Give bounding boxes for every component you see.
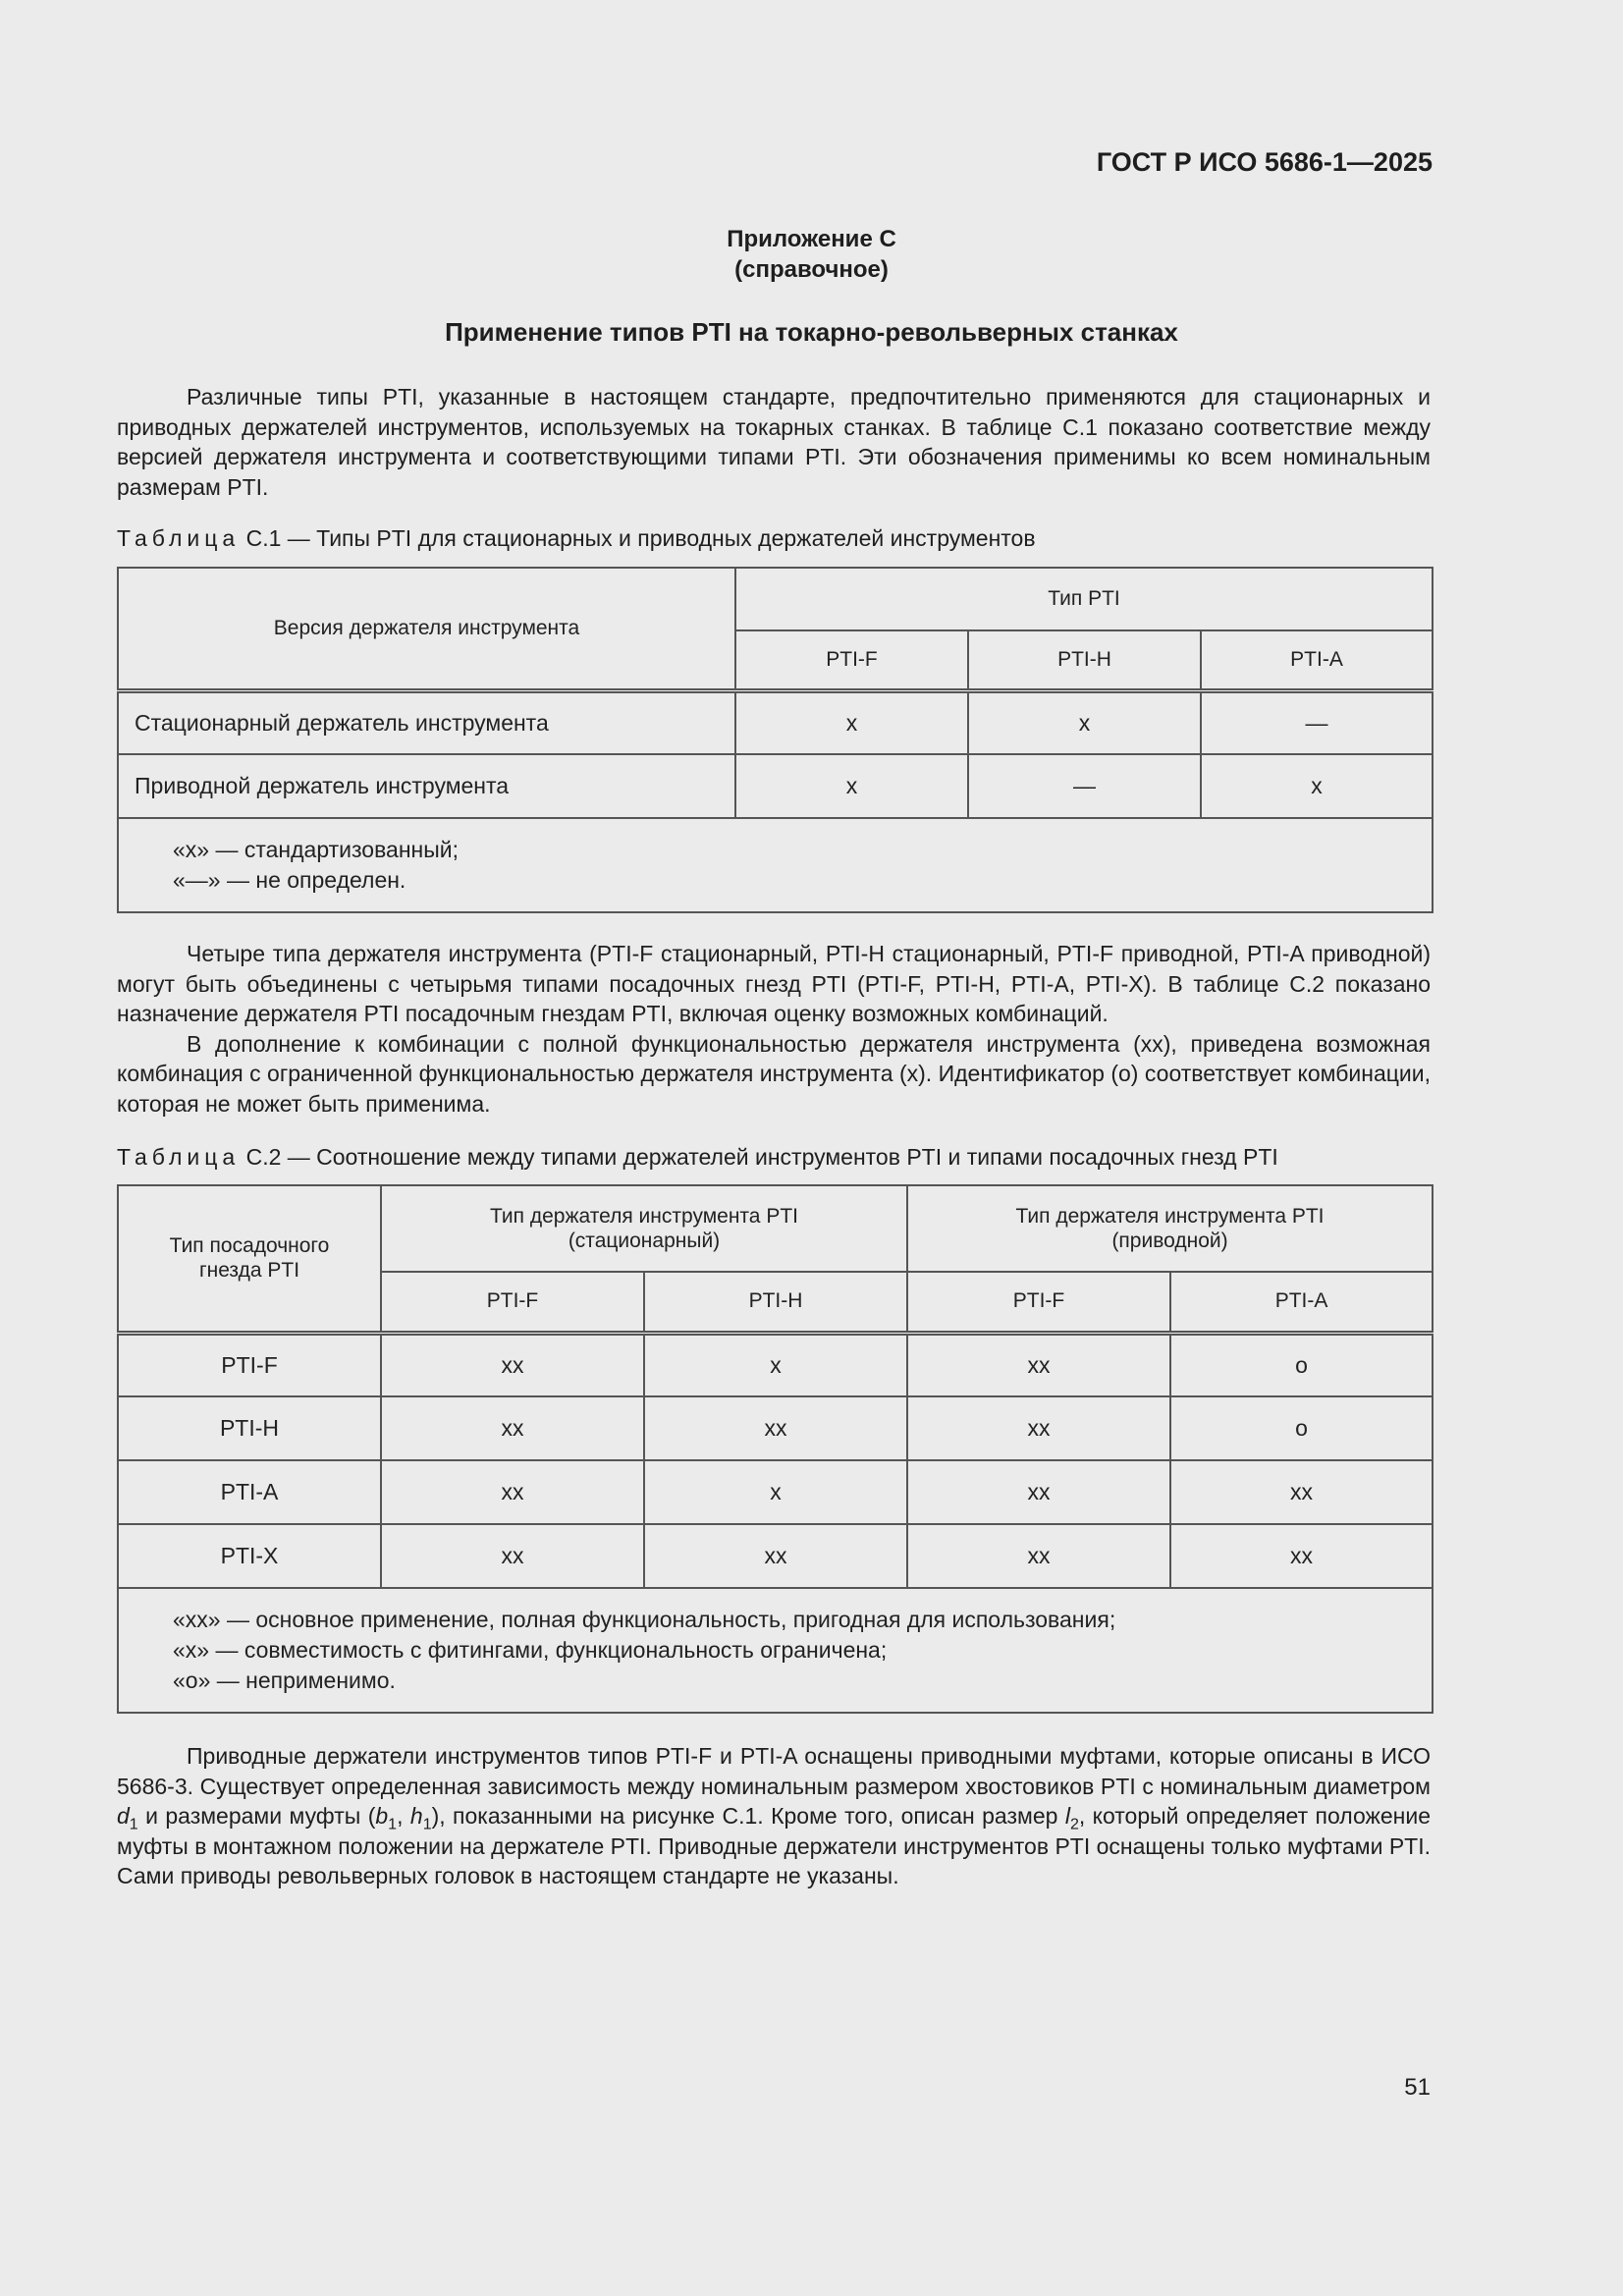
table2-cell: xx (644, 1396, 907, 1460)
table2-header-subcol: PTI-A (1170, 1272, 1433, 1333)
table1-caption-word: Таблица (117, 525, 241, 551)
table1-note: «x» — стандартизованный; (173, 837, 460, 862)
appendix-label: Приложение С (727, 226, 896, 252)
table1-header-type-group: Тип PTI (735, 568, 1433, 630)
table2-cell: xx (381, 1396, 644, 1460)
table1-caption (117, 525, 1036, 552)
text: , (397, 1803, 410, 1829)
table2-row (118, 1396, 1433, 1460)
table2-header-subcol: PTI-F (907, 1272, 1170, 1333)
table1-note: «—» — не определен. (173, 867, 406, 893)
table2-seat: PTI-A (118, 1460, 381, 1524)
table1-cell: x (1201, 754, 1433, 818)
table2-cell: x (644, 1460, 907, 1524)
table1-caption-text: С.1 — Типы PTI для стационарных и приводных держателей инструментов (245, 525, 1036, 551)
subscript: 1 (388, 1816, 398, 1833)
table2-cell: xx (907, 1333, 1170, 1396)
paragraph: В дополнение к комбинации с полной функциональностью держателя инструмента (xx), приведена возможная комбинация с ограниченной функциональностью держателя инструмента (x). Идентификатор (o) соответствует комбинации, которая не может быть применима. (117, 1030, 1431, 1117)
table1-row-label: Стационарный держатель инструмента (118, 690, 735, 754)
paragraph (117, 1741, 1431, 1891)
table2-header-stationary: Тип держателя инструмента PTI (стационарный) (381, 1185, 907, 1272)
table2 (117, 1184, 1434, 1714)
table2-header-seat: Тип посадочного гнезда PTI (118, 1185, 381, 1333)
table2-cell: xx (381, 1333, 644, 1396)
table2-cell: xx (907, 1524, 1170, 1588)
symbol-b: b (375, 1803, 389, 1829)
table2-caption (117, 1144, 1278, 1171)
intro-text: Различные типы PTI, указанные в настоящем стандарте, предпочтительно применяются для стационарных и приводных держателей инструментов, используемых на токарных станках. В таблице С.1 показано соответствие между версией держателя инструмента и соответствующими типами PTI. Эти обозначения применимы ко всем номинальным размерам PTI. (117, 384, 1431, 500)
table2-cell: xx (1170, 1460, 1433, 1524)
table2-notes (118, 1588, 1433, 1713)
table1-row (118, 690, 1433, 754)
table1-cell: — (968, 754, 1201, 818)
table2-note: «x» — совместимость с фитингами, функциональность ограничена; (173, 1637, 888, 1663)
table1-header-version: Версия держателя инструмента (118, 568, 735, 690)
symbol-d: d (117, 1803, 130, 1829)
symbol-h: h (409, 1803, 423, 1829)
table1-row (118, 754, 1433, 818)
table2-seat: PTI-F (118, 1333, 381, 1396)
subscript: 1 (422, 1816, 432, 1833)
table2-cell: xx (1170, 1524, 1433, 1588)
intro-paragraph (117, 382, 1431, 502)
final-paragraph (117, 1741, 1431, 1891)
table1-cell: x (735, 690, 968, 754)
table2-cell: o (1170, 1333, 1433, 1396)
table2-cell: xx (381, 1460, 644, 1524)
table2-note: «o» — неприменимо. (173, 1667, 396, 1693)
table2-cell: xx (381, 1524, 644, 1588)
table1-header-type: PTI-H (968, 630, 1201, 690)
mid-paragraphs (117, 939, 1431, 1119)
text: Приводные держатели инструментов типов PTI-F и PTI-A оснащены приводными муфтами, которые описаны в ИСО 5686-3. Существует определенная зависимость между номинальным размером хвостовиков PTI с номинальным диаметром (117, 1743, 1431, 1799)
table2-note: «xx» — основное применение, полная функциональность, пригодная для использования; (173, 1607, 1116, 1632)
table2-header-subcol: PTI-H (644, 1272, 907, 1333)
table1-notes (118, 818, 1433, 912)
table2-row (118, 1460, 1433, 1524)
table2-seat: PTI-H (118, 1396, 381, 1460)
table1-cell: x (968, 690, 1201, 754)
table2-caption-word: Таблица (117, 1144, 241, 1170)
table2-cell: o (1170, 1396, 1433, 1460)
section-heading: Применение типов PTI на токарно-револьверных станках (445, 317, 1178, 347)
table2-row (118, 1333, 1433, 1396)
table2-cell: xx (907, 1396, 1170, 1460)
subscript: 1 (129, 1816, 138, 1833)
subscript: 2 (1069, 1816, 1079, 1833)
symbol-l: l (1064, 1803, 1070, 1829)
table2-cell: xx (907, 1460, 1170, 1524)
appendix-title (0, 224, 1623, 285)
paragraph: Четыре типа держателя инструмента (PTI-F стационарный, PTI-H стационарный, PTI-F приводной, PTI-A приводной) могут быть объединены с четырьмя типами посадочных гнезд PTI (PTI-F, PTI-H, PTI-A, PTI-X). В таблице С.2 показано назначение держателя PTI посадочным гнездам PTI, включая оценку возможных комбинаций. (117, 941, 1431, 1026)
table2-seat: PTI-X (118, 1524, 381, 1588)
table2-cell: xx (644, 1524, 907, 1588)
table1-row-label: Приводной держатель инструмента (118, 754, 735, 818)
table1 (117, 567, 1434, 913)
text: ), показанными на рисунке С.1. Кроме того, описан размер (431, 1803, 1065, 1829)
table1-cell: x (735, 754, 968, 818)
table1-header-type: PTI-F (735, 630, 968, 690)
table2-header-driven: Тип держателя инструмента PTI (приводной) (907, 1185, 1433, 1272)
table2-row (118, 1524, 1433, 1588)
text: , который определяет положение муфты в монтажном положении на держателе PTI. Приводные держатели инструментов PTI оснащены только муфтами PTI. Сами приводы револьверных головок в настоящем стандарте не указаны. (117, 1803, 1432, 1888)
table2-cell: x (644, 1333, 907, 1396)
table1-header-type: PTI-A (1201, 630, 1433, 690)
table2-header-subcol: PTI-F (381, 1272, 644, 1333)
document-id: ГОСТ Р ИСО 5686-1—2025 (1096, 147, 1433, 177)
text: и размерами муфты ( (137, 1803, 376, 1829)
table1-cell: — (1201, 690, 1433, 754)
appendix-kind: (справочное) (734, 256, 889, 283)
page-number: 51 (1404, 2074, 1431, 2101)
table2-caption-text: С.2 — Соотношение между типами держателей инструментов PTI и типами посадочных гнезд PTI (245, 1144, 1278, 1170)
